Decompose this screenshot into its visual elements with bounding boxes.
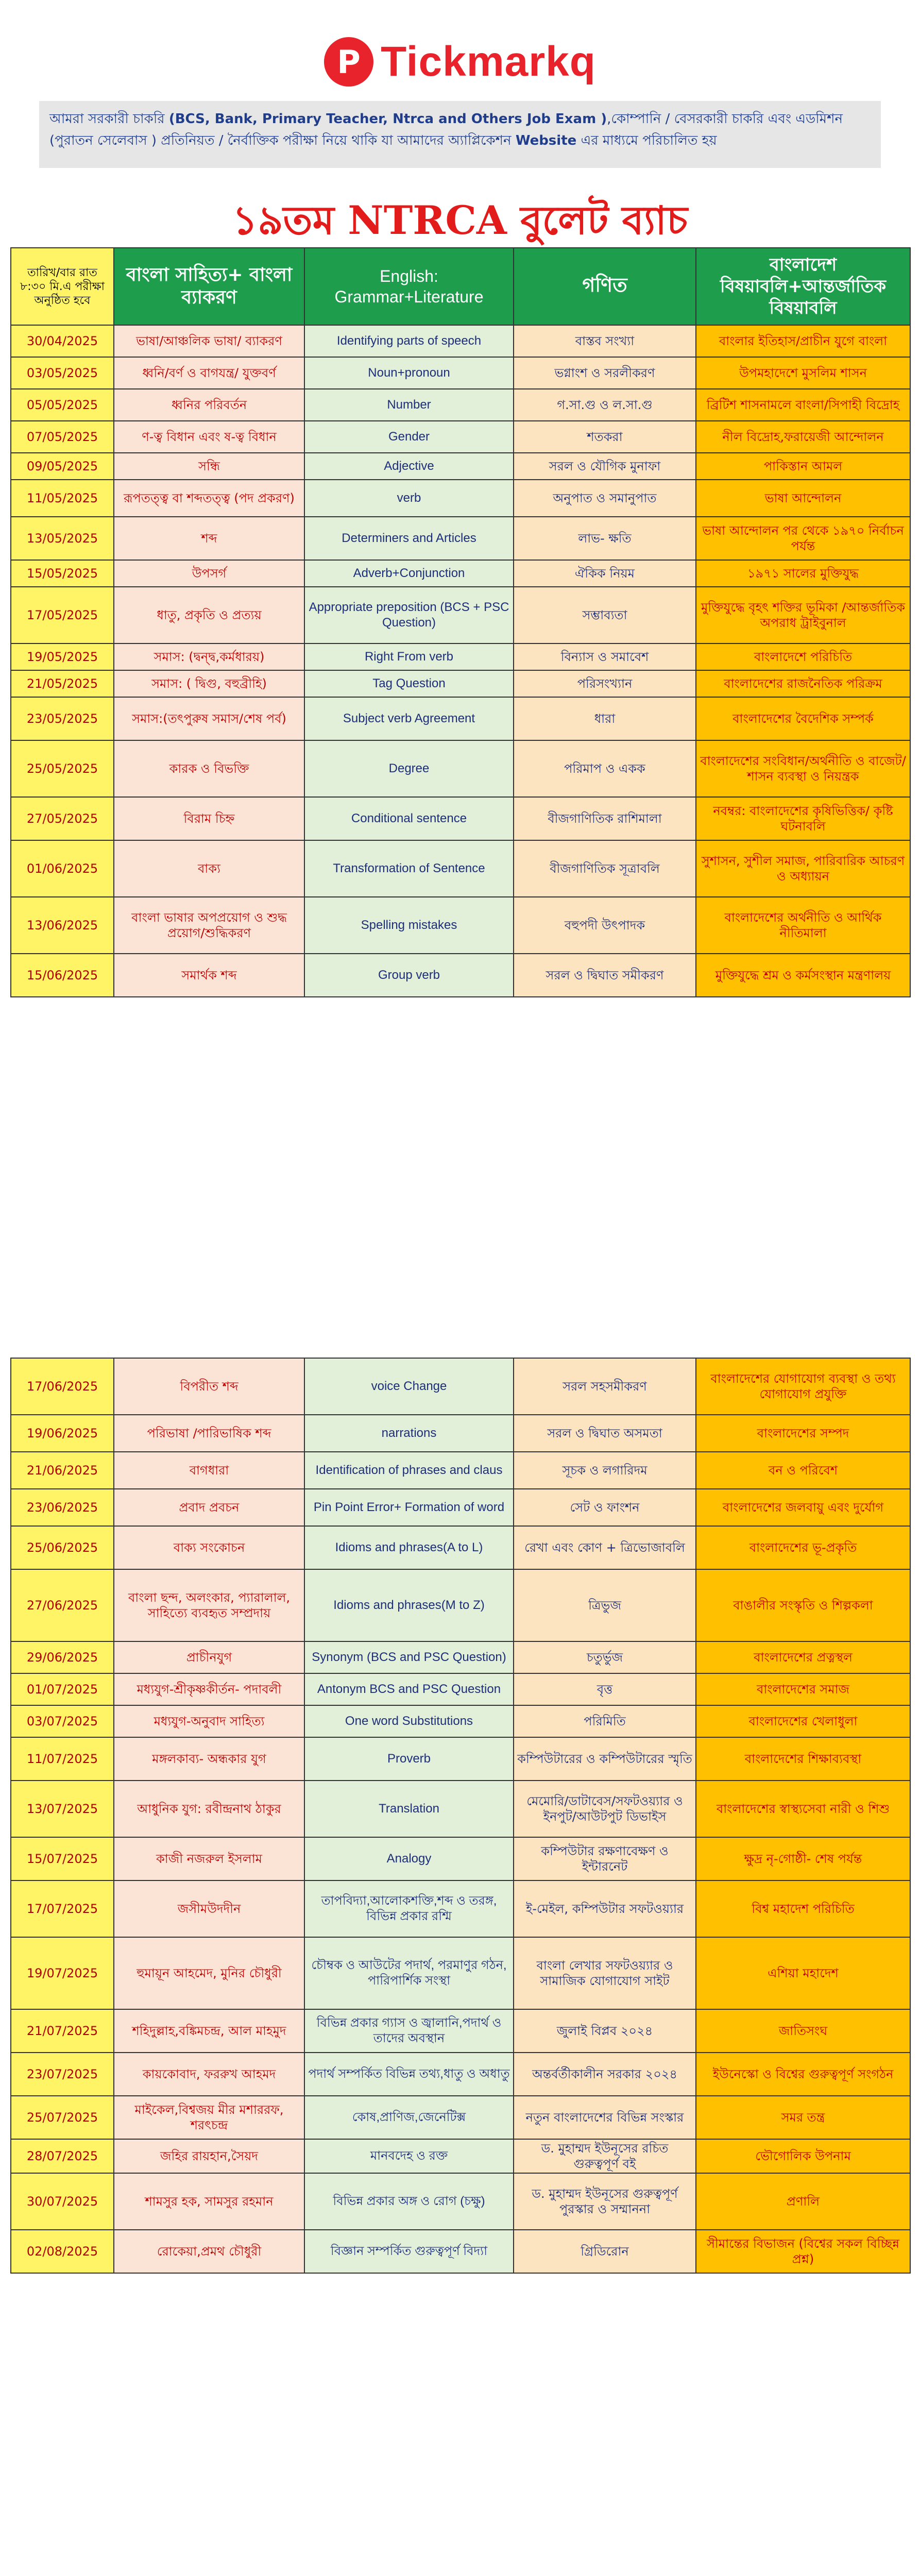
cell-math: বৃত্ত [514,1673,696,1705]
cell-english: পদার্থ সম্পর্কিত বিভিন্ন তথ্য,ধাতু ও অধাতু [304,2053,514,2096]
schedule-row [11,587,910,643]
cell-english: Identification of phrases and claus [304,1452,514,1489]
cell-date: 25/05/2025 [11,740,114,797]
cell-math: বাস্তব সংখ্যা [514,325,696,357]
intro-part: ,কোম্পানি / বেসরকারী চাকরি এবং এডমিশন (পুরাতন সেলেবাস ) প্রতিনিয়ত / নৈর্বাক্তিক পরীক্ষা নিয়ে থাকি যা আমাদের অ্যাপ্লিকেশন [49,111,843,148]
schedule-row [11,643,910,670]
cell-english: Idioms and phrases(M to Z) [304,1569,514,1641]
cell-bangla: সমাস: ( দ্বিগু, বহুব্রীহি) [114,670,304,697]
schedule-row [11,840,910,897]
cell-math: সম্ভাব্যতা [514,587,696,643]
cell-gk: মুক্তিযুদ্ধে শ্রম ও কর্মসংস্থান মন্ত্রণালয় [696,954,910,997]
cell-date: 13/05/2025 [11,517,114,560]
intro-part: এর মাধ্যমে পরিচালিত হয় [576,133,717,148]
cell-date: 23/05/2025 [11,697,114,740]
cell-gk: বাংলাদেশের সংবিধান/অর্থনীতি ও বাজেট/শাসন ব্যবস্থা ও নিয়ন্ত্রক [696,740,910,797]
schedule-row [11,1415,910,1452]
cell-gk: মুক্তিযুদ্ধে বৃহৎ শক্তির ভূমিকা /আন্তর্জাতিক অপরাধ ট্রাইবুনাল [696,587,910,643]
schedule-row [11,1837,910,1880]
cell-date: 17/06/2025 [11,1358,114,1415]
cell-math: ড. মুহাম্মদ ইউনূসের গুরুত্বপূর্ণ পুরস্কার ও সম্মাননা [514,2173,696,2230]
cell-math: বীজগাণিতিক সূত্রাবলি [514,840,696,897]
cell-gk: বাংলার ইতিহাস/প্রাচীন যুগে বাংলা [696,325,910,357]
cell-date: 02/08/2025 [11,2230,114,2273]
cell-bangla: প্রবাদ প্রবচন [114,1489,304,1526]
cell-math: ধারা [514,697,696,740]
cell-english: Translation [304,1781,514,1837]
schedule-row [11,1489,910,1526]
cell-bangla: ধ্বনির পরিবর্তন [114,389,304,421]
cell-bangla: কায়কোবাদ, ফররুখ আহমদ [114,2053,304,2096]
cell-math: পরিমাপ ও একক [514,740,696,797]
schedule-row [11,740,910,797]
cell-bangla: কাজী নজরুল ইসলাম [114,1837,304,1880]
cell-math: সরল সহসমীকরণ [514,1358,696,1415]
schedule-row [11,2173,910,2230]
cell-english: narrations [304,1415,514,1452]
schedule-row [11,1737,910,1781]
cell-bangla: পরিভাষা /পারিভাষিক শব্দ [114,1415,304,1452]
cell-bangla: রোকেয়া,প্রমথ চৌধুরী [114,2230,304,2273]
cell-english: Adjective [304,453,514,480]
cell-english: Pin Point Error+ Formation of word [304,1489,514,1526]
cell-date: 19/06/2025 [11,1415,114,1452]
cell-english: Right From verb [304,643,514,670]
schedule-row [11,1358,910,1415]
cell-math: সেট ও ফাংশন [514,1489,696,1526]
cell-date: 05/05/2025 [11,389,114,421]
cell-date: 17/05/2025 [11,587,114,643]
cell-bangla: শব্দ [114,517,304,560]
cell-english: Analogy [304,1837,514,1880]
schedule-row [11,389,910,421]
cell-math: গ্রিডিরোন [514,2230,696,2273]
cell-english: চৌম্বক ও আউটের পদার্থ, পরমাণুর গঠন, পারিপার্শিক সংস্থা [304,1937,514,2009]
cell-date: 11/07/2025 [11,1737,114,1781]
cell-math: লাভ- ক্ষতি [514,517,696,560]
cell-math: ভগ্নাংশ ও সরলীকরণ [514,357,696,389]
schedule-row [11,797,910,840]
schedule-row [11,1781,910,1837]
cell-math: কম্পিউটারের ও কম্পিউটারের স্মৃতি [514,1737,696,1781]
cell-gk: বাংলাদেশের অর্থনীতি ও আর্থিক নীতিমালা [696,897,910,954]
cell-math: কম্পিউটার রক্ষণাবেক্ষণ ও ইন্টারনেট [514,1837,696,1880]
cell-math: ড. মুহাম্মদ ইউনূসের রচিত গুরুত্বপূর্ণ বই [514,2139,696,2173]
cell-bangla: জহির রায়হান,সৈয়দ [114,2139,304,2173]
cell-date: 23/06/2025 [11,1489,114,1526]
cell-english: Spelling mistakes [304,897,514,954]
cell-math: পরিমিতি [514,1705,696,1737]
cell-english: voice Change [304,1358,514,1415]
cell-gk: বাংলাদেশের শিক্ষাব্যবস্থা [696,1737,910,1781]
cell-date: 03/07/2025 [11,1705,114,1737]
cell-date: 23/07/2025 [11,2053,114,2096]
cell-gk: ব্রিটিশ শাসনামলে বাংলা/সিপাহী বিদ্রোহ [696,389,910,421]
cell-date: 13/07/2025 [11,1781,114,1837]
cell-english: Transformation of Sentence [304,840,514,897]
cell-english: Tag Question [304,670,514,697]
schedule-row [11,453,910,480]
cell-gk: বাংলাদেশের সমাজ [696,1673,910,1705]
cell-math: জুলাই বিপ্লব ২০২৪ [514,2009,696,2053]
cell-bangla: সমার্থক শব্দ [114,954,304,997]
cell-date: 17/07/2025 [11,1880,114,1937]
cell-gk: উপমহাদেশে মুসলিম শাসন [696,357,910,389]
cell-bangla: বাংলা ভাষার অপপ্রয়োগ ও শুদ্ধ প্রয়োগ/শুদ্ধিকরণ [114,897,304,954]
cell-date: 19/05/2025 [11,643,114,670]
cell-english: Idioms and phrases(A to L) [304,1526,514,1569]
schedule-row [11,560,910,587]
cell-math: অন্তর্বর্তীকালীন সরকার ২০২৪ [514,2053,696,2096]
cell-bangla: সমাস:(তৎপুরুষ সমাস/শেষ পর্ব) [114,697,304,740]
cell-math: সরল ও যৌগিক মুনাফা [514,453,696,480]
cell-date: 11/05/2025 [11,480,114,517]
cell-english: তাপবিদ্যা,আলোকশক্তি,শব্দ ও তরঙ্গ, বিভিন্ন প্রকার রশ্মি [304,1880,514,1937]
cell-math: মেমোরি/ডাটাবেস/সফটওয়্যার ও ইনপুট/আউটপুট ডিভাইস [514,1781,696,1837]
schedule-row [11,2053,910,2096]
schedule-row [11,1880,910,1937]
intro-part: আমরা সরকারী চাকরি [49,111,169,127]
cell-english: Antonym BCS and PSC Question [304,1673,514,1705]
cell-bangla: শহিদুল্লাহ,বঙ্কিমচন্দ্র, আল মাহমুদ [114,2009,304,2053]
cell-date: 21/07/2025 [11,2009,114,2053]
cell-math: সরল ও দ্বিঘাত অসমতা [514,1415,696,1452]
cell-date: 09/05/2025 [11,453,114,480]
cell-gk: বাংলাদেশের বৈদেশিক সম্পর্ক [696,697,910,740]
cell-date: 21/06/2025 [11,1452,114,1489]
cell-gk: পাকিস্তান আমল [696,453,910,480]
cell-bangla: মাইকেল,বিশ্বজয় মীর মশাররফ, শরৎচন্দ্র [114,2096,304,2139]
cell-date: 27/06/2025 [11,1569,114,1641]
cell-gk: ভাষা আন্দোলন পর থেকে ১৯৭০ নির্বাচন পর্যন্ত [696,517,910,560]
cell-date: 13/06/2025 [11,897,114,954]
cell-english: মানবদেহ ও রক্ত [304,2139,514,2173]
cell-gk: ভাষা আন্দোলন [696,480,910,517]
cell-gk: এশিয়া মহাদেশ [696,1937,910,2009]
schedule-row [11,897,910,954]
cell-gk: বাংলাদেশের ভূ-প্রকৃতি [696,1526,910,1569]
cell-bangla: ধ্বনি/বর্ণ ও বাগযন্ত্র/ যুক্তবর্ণ [114,357,304,389]
cell-math: চতুর্ভুজ [514,1641,696,1673]
cell-gk: ক্ষুদ্র নৃ-গোষ্ঠী- শেষ পর্যন্ত [696,1837,910,1880]
schedule-row [11,421,910,453]
cell-gk: ইউনেস্কো ও বিশ্বের গুরুত্বপূর্ণ সংগঠন [696,2053,910,2096]
schedule-row [11,697,910,740]
cell-english: কোষ,প্রাণিজ,জেনেটিক্স [304,2096,514,2139]
cell-english: Appropriate preposition (BCS + PSC Question) [304,587,514,643]
cell-date: 30/07/2025 [11,2173,114,2230]
cell-english: Noun+pronoun [304,357,514,389]
cell-gk: বন ও পরিবেশ [696,1452,910,1489]
cell-date: 01/07/2025 [11,1673,114,1705]
cell-english: Group verb [304,954,514,997]
cell-bangla: কারক ও বিভক্তি [114,740,304,797]
cell-bangla: আধুনিক যুগ: রবীন্দ্রনাথ ঠাকুর [114,1781,304,1837]
cell-math: গ.সা.গু ও ল.সা.গু [514,389,696,421]
cell-english: Degree [304,740,514,797]
cell-gk: বাঙালীর সংস্কৃতি ও শিল্পকলা [696,1569,910,1641]
cell-gk: নীল বিদ্রোহ,ফরায়েজী আন্দোলন [696,421,910,453]
cell-bangla: মধ্যযুগ-অনুবাদ সাহিত্য [114,1705,304,1737]
cell-gk: নবম্বর: বাংলাদেশের কৃষিভিত্তিক/ কৃষ্টি ঘটনাবলি [696,797,910,840]
cell-english: বিভিন্ন প্রকার অঙ্গ ও রোগ (চক্ষু) [304,2173,514,2230]
brand-p-icon: P [324,37,373,87]
cell-english: Identifying parts of speech [304,325,514,357]
cell-bangla: বাক্য সংকোচন [114,1526,304,1569]
cell-date: 25/06/2025 [11,1526,114,1569]
cell-english: Subject verb Agreement [304,697,514,740]
cell-math: ঐকিক নিয়ম [514,560,696,587]
cell-gk: বিশ্ব মহাদেশ পরিচিতি [696,1880,910,1937]
schedule-row [11,2009,910,2053]
cell-math: রেখা এবং কোণ + ত্রিভোজাবলি [514,1526,696,1569]
cell-english: Number [304,389,514,421]
cell-gk: সীমান্তের বিভাজন (বিশ্বের সকল বিচ্ছিন্ন প্রশ্ন) [696,2230,910,2273]
schedule-row [11,357,910,389]
intro-exams: (BCS, Bank, Primary Teacher, Ntrca and Others Job Exam ) [168,111,607,127]
cell-math: সূচক ও লগারিদম [514,1452,696,1489]
cell-math: পরিসংখ্যান [514,670,696,697]
cell-gk: জাতিসংঘ [696,2009,910,2053]
schedule-table-2 [10,1358,911,2274]
cell-math: বীজগাণিতিক রাশিমালা [514,797,696,840]
cell-bangla: সমাস: (দ্বন্দ্ব,কর্মধারয়) [114,643,304,670]
cell-gk: বাংলাদেশের রাজনৈতিক পরিক্রম [696,670,910,697]
cell-bangla: বিরাম চিহ্ন [114,797,304,840]
cell-bangla: ভাষা/আঞ্চলিক ভাষা/ ব্যাকরণ [114,325,304,357]
cell-bangla: ণ-ত্ব বিধান এবং ষ-ত্ব বিধান [114,421,304,453]
cell-english: Gender [304,421,514,453]
cell-bangla: প্রাচীনযুগ [114,1641,304,1673]
header-gk: বাংলাদেশ বিষয়াবলি+আন্তর্জাতিক বিষয়াবলি [696,248,910,325]
schedule-row [11,325,910,357]
schedule-row [11,1452,910,1489]
cell-math: বহুপদী উৎপাদক [514,897,696,954]
schedule-row [11,954,910,997]
schedule-row [11,517,910,560]
intro-text [39,101,881,168]
header-math: গণিত [514,248,696,325]
cell-date: 19/07/2025 [11,1937,114,2009]
cell-english: বিভিন্ন প্রকার গ্যাস ও জ্বালানি,পদার্থ ও তাদের অবস্থান [304,2009,514,2053]
cell-bangla: বাংলা ছন্দ, অলংকার, প্যারালাল, সাহিত্যে ব্যবহৃত সম্প্রদায় [114,1569,304,1641]
cell-gk: ১৯৭১ সালের মুক্তিযুদ্ধ [696,560,910,587]
header-english: English: Grammar+Literature [304,248,514,325]
cell-bangla: বাক্য [114,840,304,897]
cell-bangla: বিপরীত শব্দ [114,1358,304,1415]
schedule-row [11,1526,910,1569]
brand-name: Tickmarkq [381,38,596,85]
intro-website: Website [515,133,577,148]
cell-bangla: সন্ধি [114,453,304,480]
cell-gk: বাংলাদেশের যোগাযোগ ব্যবস্থা ও তথ্য যোগাযোগ প্রযুক্তি [696,1358,910,1415]
schedule-row [11,480,910,517]
cell-bangla: রূপতত্ত্ব বা শব্দতত্ত্ব (পদ প্রকরণ) [114,480,304,517]
schedule-row [11,2096,910,2139]
cell-gk: ভৌগোলিক উপনাম [696,2139,910,2173]
cell-gk: প্রণালি [696,2173,910,2230]
cell-bangla: হুমায়ূন আহমেদ, মুনির চৌধুরী [114,1937,304,2009]
cell-date: 28/07/2025 [11,2139,114,2173]
cell-date: 15/07/2025 [11,1837,114,1880]
cell-date: 25/07/2025 [11,2096,114,2139]
cell-date: 27/05/2025 [11,797,114,840]
cell-bangla: জসীমউদদীন [114,1880,304,1937]
cell-date: 30/04/2025 [11,325,114,357]
cell-date: 15/05/2025 [11,560,114,587]
cell-date: 03/05/2025 [11,357,114,389]
cell-bangla: শামসুর হক, সামসুর রহমান [114,2173,304,2230]
cell-bangla: বাগধারা [114,1452,304,1489]
schedule-row [11,2230,910,2273]
cell-english: One word Substitutions [304,1705,514,1737]
schedule-row [11,1937,910,2009]
cell-english: verb [304,480,514,517]
cell-math: বাংলা লেখার সফটওয়্যার ও সামাজিক যোগাযোগ সাইট [514,1937,696,2009]
cell-english: Proverb [304,1737,514,1781]
cell-bangla: মধ্যযুগ-শ্রীকৃষ্ণকীর্তন- পদাবলী [114,1673,304,1705]
cell-bangla: মঙ্গলকাব্য- অন্ধকার যুগ [114,1737,304,1781]
page-title: ১৯তম NTRCA বুলেট ব্যাচ [232,197,688,243]
cell-english: Conditional sentence [304,797,514,840]
schedule-row [11,2139,910,2173]
header-bangla: বাংলা সাহিত্য+ বাংলা ব্যাকরণ [114,248,304,325]
cell-bangla: উপসর্গ [114,560,304,587]
cell-english: Determiners and Articles [304,517,514,560]
cell-math: ই-মেইল, কম্পিউটার সফটওয়্যার [514,1880,696,1937]
schedule-row [11,1569,910,1641]
cell-bangla: ধাতু, প্রকৃতি ও প্রত্যয় [114,587,304,643]
cell-gk: সমর তন্ত্র [696,2096,910,2139]
cell-math: সরল ও দ্বিঘাত সমীকরণ [514,954,696,997]
schedule-table-1 [10,247,911,997]
schedule-row [11,1641,910,1673]
cell-math: ত্রিভুজ [514,1569,696,1641]
cell-gk: বাংলাদেশের প্রত্নস্থল [696,1641,910,1673]
cell-gk: বাংলাদেশের স্বাস্থ্যসেবা নারী ও শিশু [696,1781,910,1837]
cell-gk: বাংলাদেশের সম্পদ [696,1415,910,1452]
cell-english: Synonym (BCS and PSC Question) [304,1641,514,1673]
cell-date: 15/06/2025 [11,954,114,997]
cell-english: বিজ্ঞান সম্পর্কিত গুরুত্বপূর্ণ বিদ্যা [304,2230,514,2273]
cell-gk: বাংলাদেশের জলবায়ু এবং দুর্যোগ [696,1489,910,1526]
cell-gk: বাংলাদেশের খেলাধুলা [696,1705,910,1737]
cell-date: 07/05/2025 [11,421,114,453]
header-date: তারিখ/বার রাত ৮:৩০ মি.এ পরীক্ষা অনুষ্ঠিত হবে [11,248,114,325]
cell-date: 21/05/2025 [11,670,114,697]
cell-english: Adverb+Conjunction [304,560,514,587]
schedule-row [11,670,910,697]
cell-gk: বাংলাদেশে পরিচিতি [696,643,910,670]
schedule-row [11,1705,910,1737]
cell-math: বিন্যাস ও সমাবেশ [514,643,696,670]
cell-date: 29/06/2025 [11,1641,114,1673]
cell-math: শতকরা [514,421,696,453]
cell-gk: সুশাসন, সুশীল সমাজ, পারিবারিক আচরণ ও অধ্যায়ন [696,840,910,897]
cell-math: নতুন বাংলাদেশের বিভিন্ন সংস্কার [514,2096,696,2139]
brand-logo [0,31,920,93]
cell-math: অনুপাত ও সমানুপাত [514,480,696,517]
cell-date: 01/06/2025 [11,840,114,897]
schedule-row [11,1673,910,1705]
